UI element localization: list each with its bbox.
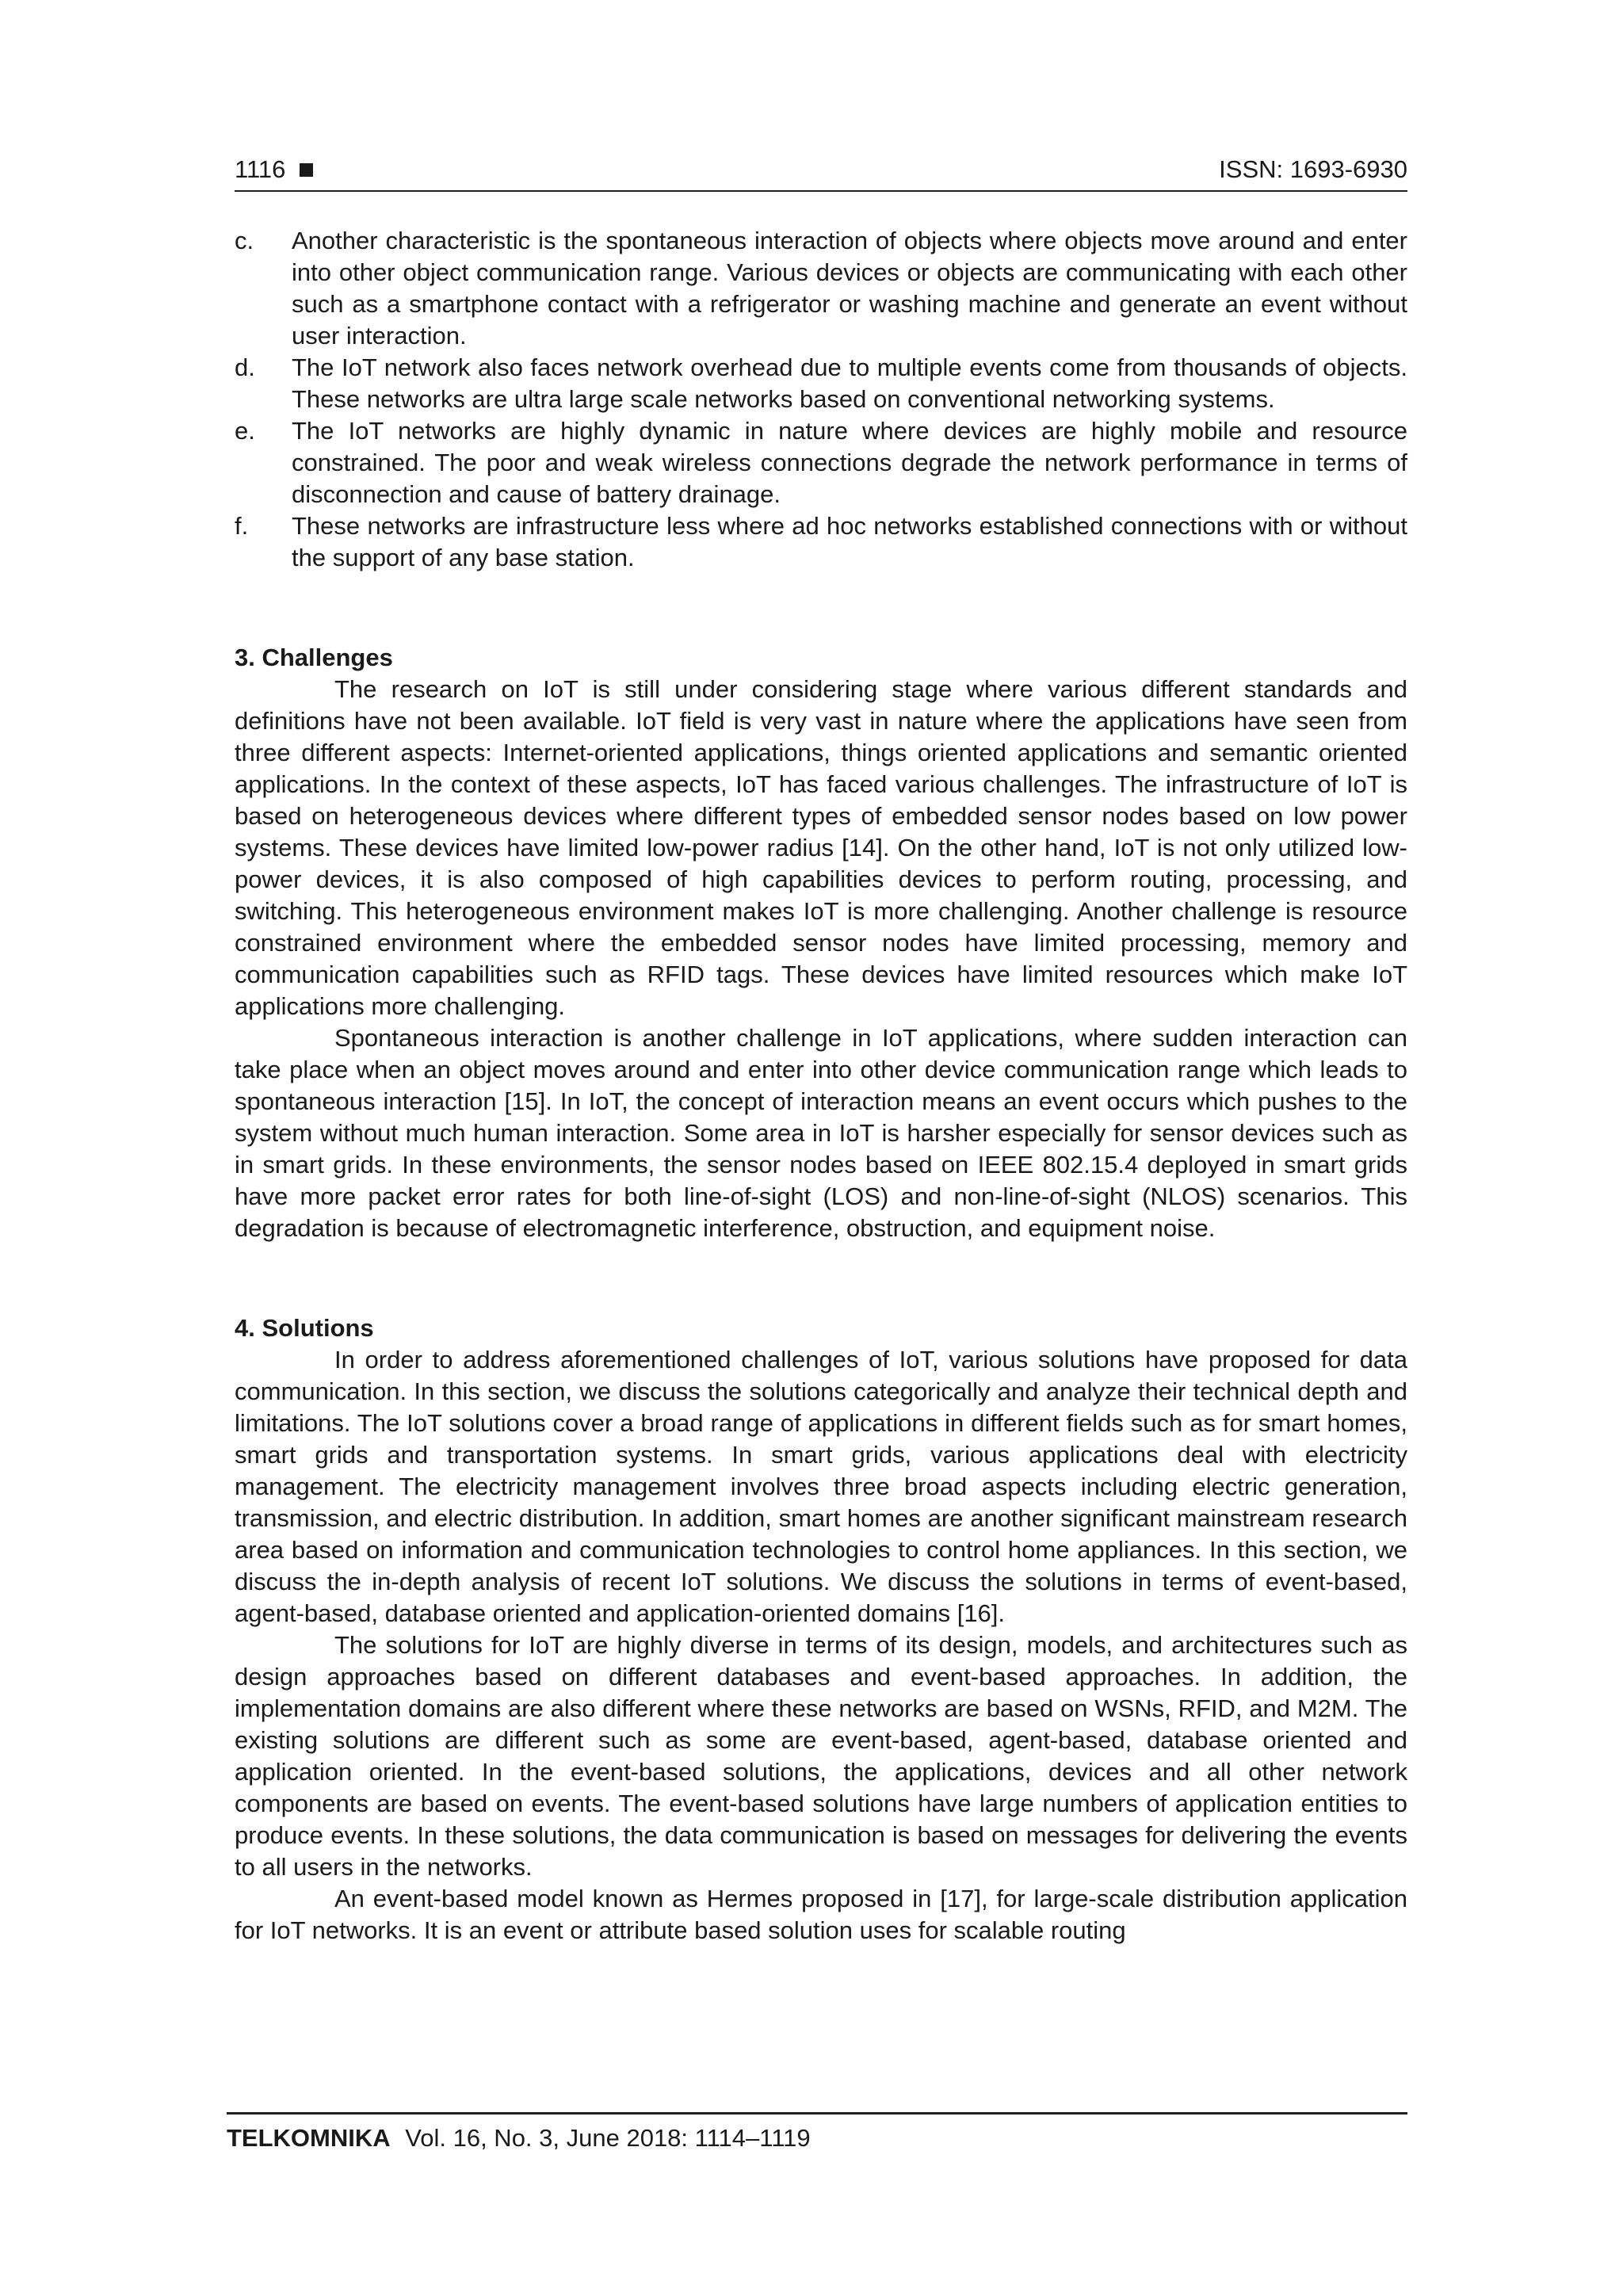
page [235,155,1407,1946]
list-item-label: e. [235,417,255,445]
page-content [235,225,1407,1946]
paragraph: Spontaneous interaction is another challenge in IoT applications, where sudden interaction can take place when an object moves around and enter into other device communication range which leads to spontaneous interaction [15]. In IoT, the concept of interaction means an event occurs which pushes to the system without much human interaction. Some area in IoT is harsher especially for sensor devices such as in smart grids. In these environments, the sensor nodes based on IEEE 802.15.4 deployed in smart grids have more packet error rates for both line-of-sight (LOS) and non-line-of-sight (NLOS) scenarios. This degradation is because of electromagnetic interference, obstruction, and equipment noise. [235,1024,1407,1242]
characteristics-list [235,225,1407,574]
list-item-text: These networks are infrastructure less where ad hoc networks established connections with or without the support of any base station. [292,512,1407,571]
list-item-label: f. [235,512,249,540]
list-item [235,352,1407,415]
section-challenges [235,642,1407,1244]
square-bullet-icon [300,163,313,177]
page-header [235,155,1407,192]
list-item [235,510,1407,574]
issn: ISSN: 1693-6930 [1219,155,1407,183]
list-item-label: d. [235,353,255,381]
paragraph: An event-based model known as Hermes proposed in [17], for large-scale distribution application for IoT networks. It is an event or attribute based solution uses for scalable routing [235,1885,1407,1944]
header-left [235,155,313,184]
page-number: 1116 [235,155,286,183]
list-item-text: Another characteristic is the spontaneous interaction of objects where objects move around and enter into other object communication range. Various devices or objects are communicating with each other such as a smartphone contact with a refrigerator or washing machine and generate an event without user interaction. [292,227,1407,350]
paragraph: In order to address aforementioned challenges of IoT, various solutions have proposed for data communication. In this section, we discuss the solutions categorically and analyze their technical depth and limitations. The IoT solutions cover a broad range of applications in different fields such as for smart homes, smart grids and transportation systems. In smart grids, various applications deal with electricity management. The electricity management involves three broad aspects including electric generation, transmission, and electric distribution. In addition, smart homes are another significant mainstream research area based on information and communication technologies to control home appliances. In this section, we discuss the in-depth analysis of recent IoT solutions. We discuss the solutions in terms of event-based, agent-based, database oriented and application-oriented domains [16]. [235,1346,1407,1627]
paragraph: The solutions for IoT are highly diverse in terms of its design, models, and architectures such as design approaches based on different databases and event-based approaches. In addition, the implementation domains are also different where these networks are based on WSNs, RFID, and M2M. The existing solutions are different such as some are event-based, agent-based, database oriented and application oriented. In the event-based solutions, the applications, devices and all other network components are based on events. The event-based solutions have large numbers of application entities to produce events. In these solutions, the data communication is based on messages for delivering the events to all users in the networks. [235,1631,1407,1881]
section-heading: 3. Challenges [235,644,393,671]
page-footer [227,2112,1407,2153]
list-item-text: The IoT networks are highly dynamic in nature where devices are highly mobile and resource constrained. The poor and weak wireless connections degrade the network performance in terms of disconnection and cause of battery drainage. [292,417,1407,508]
list-item-text: The IoT network also faces network overhead due to multiple events come from thousands of objects. These networks are ultra large scale networks based on conventional networking systems. [292,353,1407,413]
journal-name: TELKOMNIKA [227,2124,391,2152]
section-heading: 4. Solutions [235,1314,374,1342]
section-solutions [235,1312,1407,1946]
list-item [235,225,1407,352]
citation: Vol. 16, No. 3, June 2018: 1114–1119 [405,2124,811,2152]
list-item-label: c. [235,227,254,254]
list-item [235,415,1407,510]
paragraph: The research on IoT is still under considering stage where various different standards and definitions have not been available. IoT field is very vast in nature where the applications have seen from three different aspects: Internet-oriented applications, things oriented applications and semantic oriented applications. In the context of these aspects, IoT has faced various challenges. The infrastructure of IoT is based on heterogeneous devices where different types of embedded sensor nodes based on low power systems. These devices have limited low-power radius [14]. On the other hand, IoT is not only utilized low-power devices, it is also composed of high capabilities devices to perform routing, processing, and switching. This heterogeneous environment makes IoT is more challenging. Another challenge is resource constrained environment where the embedded sensor nodes have limited processing, memory and communication capabilities such as RFID tags. These devices have limited resources which make IoT applications more challenging. [235,675,1407,1020]
